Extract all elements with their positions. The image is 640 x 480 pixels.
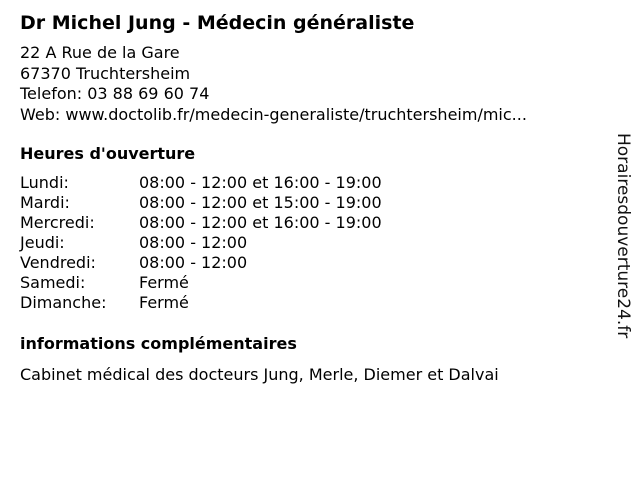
hours-day: Mercredi: [20,213,95,232]
hours-day: Lundi: [20,173,69,192]
site-brand-watermark [610,133,636,373]
page-title: Dr Michel Jung - Médecin généraliste [20,12,415,34]
additional-info-heading: informations complémentaires [20,334,297,353]
hours-time: 08:00 - 12:00 et 16:00 - 19:00 [139,173,382,192]
phone-number: Telefon: 03 88 69 60 74 [20,84,210,103]
address-block [20,43,600,125]
hours-row-jeudi [20,233,600,253]
hours-day: Jeudi: [20,233,65,252]
street-address: 22 A Rue de la Gare [20,43,180,62]
hours-row-mercredi [20,213,600,233]
hours-row-mardi [20,193,600,213]
hours-day: Vendredi: [20,253,96,272]
business-card [20,10,600,386]
hours-row-dimanche [20,293,600,313]
additional-info-text: Cabinet médical des docteurs Jung, Merle, Diemer et Dalvai [20,365,499,384]
city-address: 67370 Truchtersheim [20,63,191,83]
opening-hours-table [20,173,600,313]
hours-time: 08:00 - 12:00 [139,253,248,272]
hours-row-lundi [20,173,600,193]
hours-time: 08:00 - 12:00 et 15:00 - 19:00 [139,193,382,212]
hours-time: 08:00 - 12:00 et 16:00 - 19:00 [139,213,382,232]
hours-day: Dimanche: [20,293,107,312]
site-brand-text: Horairesdouverture24.fr [613,133,633,339]
hours-row-samedi [20,273,600,293]
opening-hours-heading: Heures d'ouverture [20,144,196,163]
hours-day: Mardi: [20,193,70,212]
hours-time: Fermé [139,273,189,292]
website-link[interactable]: Web: www.doctolib.fr/medecin-generaliste/truchtersheim/mic... [20,104,527,124]
hours-row-vendredi [20,253,600,273]
hours-day: Samedi: [20,273,86,292]
hours-time: 08:00 - 12:00 [139,233,248,252]
hours-time: Fermé [139,293,189,312]
